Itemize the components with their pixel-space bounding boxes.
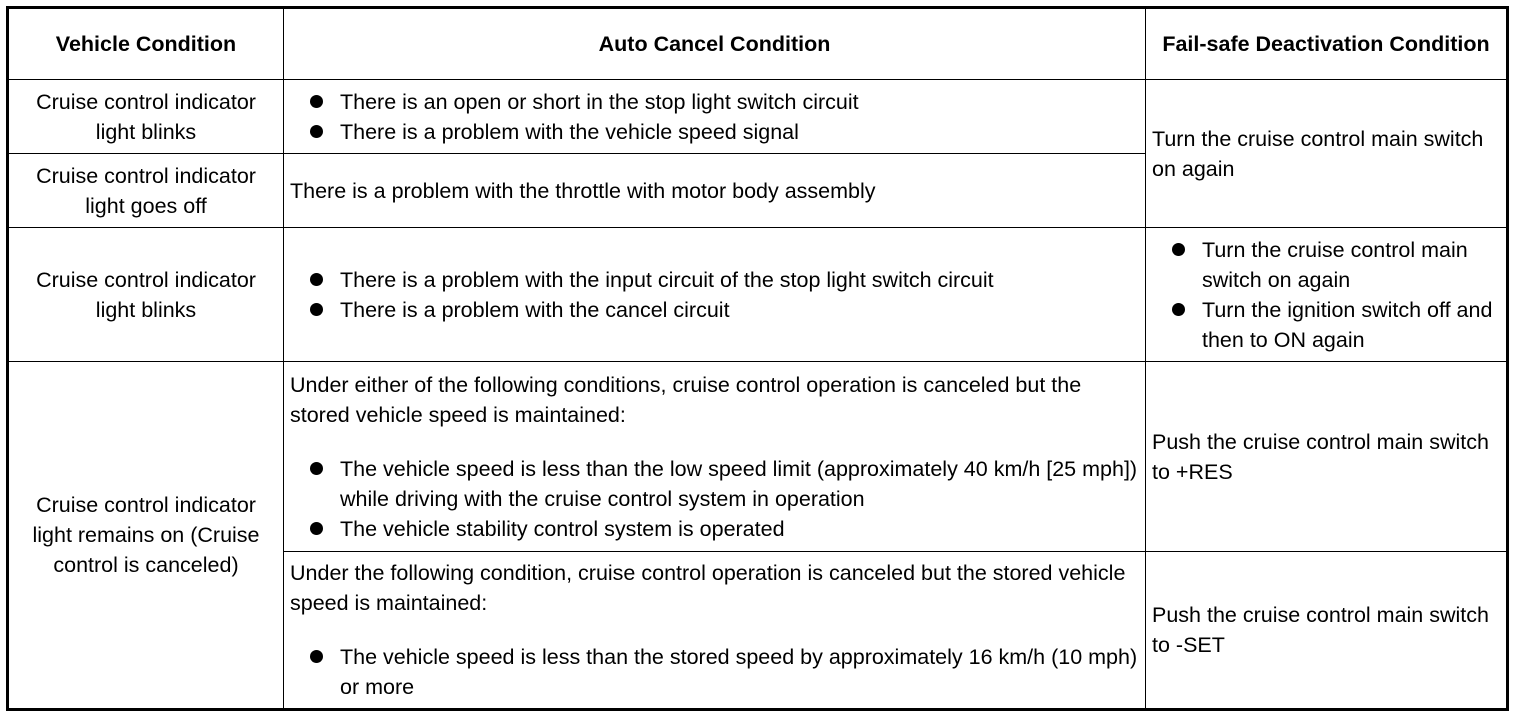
list-item: The vehicle stability control system is operated <box>310 514 1139 544</box>
list-item: There is a problem with the cancel circuit <box>310 295 1139 325</box>
header-failsafe-condition: Fail-safe Deactivation Condition <box>1146 8 1508 80</box>
list-item: The vehicle speed is less than the low speed limit (approximately 40 km/h [25 mph]) while driving with the cruise control system in operation <box>310 454 1139 514</box>
auto-cancel-cell <box>284 80 1146 154</box>
table-row <box>8 228 1508 362</box>
auto-cancel-intro: Under the following condition, cruise control operation is canceled but the stored vehicle speed is maintained: <box>290 561 1126 615</box>
vehicle-condition-cell: Cruise control indicator light remains on (Cruise control is canceled) <box>8 362 284 710</box>
failsafe-cell: Turn the cruise control main switch on again <box>1146 80 1508 228</box>
table-row <box>8 362 1508 552</box>
auto-cancel-list <box>290 642 1139 702</box>
auto-cancel-cell: There is a problem with the throttle with motor body assembly <box>284 154 1146 228</box>
auto-cancel-cell <box>284 362 1146 552</box>
list-item: Turn the ignition switch off and then to ON again <box>1172 295 1500 355</box>
cruise-control-conditions-table <box>6 6 1509 711</box>
list-item: The vehicle speed is less than the stored speed by approximately 16 km/h (10 mph) or more <box>310 642 1139 702</box>
vehicle-condition-cell: Cruise control indicator light blinks <box>8 228 284 362</box>
failsafe-cell: Push the cruise control main switch to -SET <box>1146 552 1508 710</box>
header-row <box>8 8 1508 80</box>
list-item: There is a problem with the vehicle speed signal <box>310 117 1139 147</box>
vehicle-condition-cell: Cruise control indicator light goes off <box>8 154 284 228</box>
list-item: There is an open or short in the stop light switch circuit <box>310 87 1139 117</box>
failsafe-list <box>1152 235 1500 355</box>
auto-cancel-list <box>290 87 1139 147</box>
auto-cancel-cell <box>284 552 1146 710</box>
failsafe-cell: Push the cruise control main switch to +RES <box>1146 362 1508 552</box>
table-row <box>8 80 1508 154</box>
list-item: There is a problem with the input circuit of the stop light switch circuit <box>310 265 1139 295</box>
list-item: Turn the cruise control main switch on again <box>1172 235 1500 295</box>
failsafe-cell <box>1146 228 1508 362</box>
header-vehicle-condition: Vehicle Condition <box>8 8 284 80</box>
auto-cancel-cell <box>284 228 1146 362</box>
vehicle-condition-cell: Cruise control indicator light blinks <box>8 80 284 154</box>
auto-cancel-list <box>290 265 1139 325</box>
header-auto-cancel-condition: Auto Cancel Condition <box>284 8 1146 80</box>
auto-cancel-list <box>290 454 1139 544</box>
auto-cancel-intro: Under either of the following conditions, cruise control operation is canceled but the stored vehicle speed is maintained: <box>290 372 1082 427</box>
